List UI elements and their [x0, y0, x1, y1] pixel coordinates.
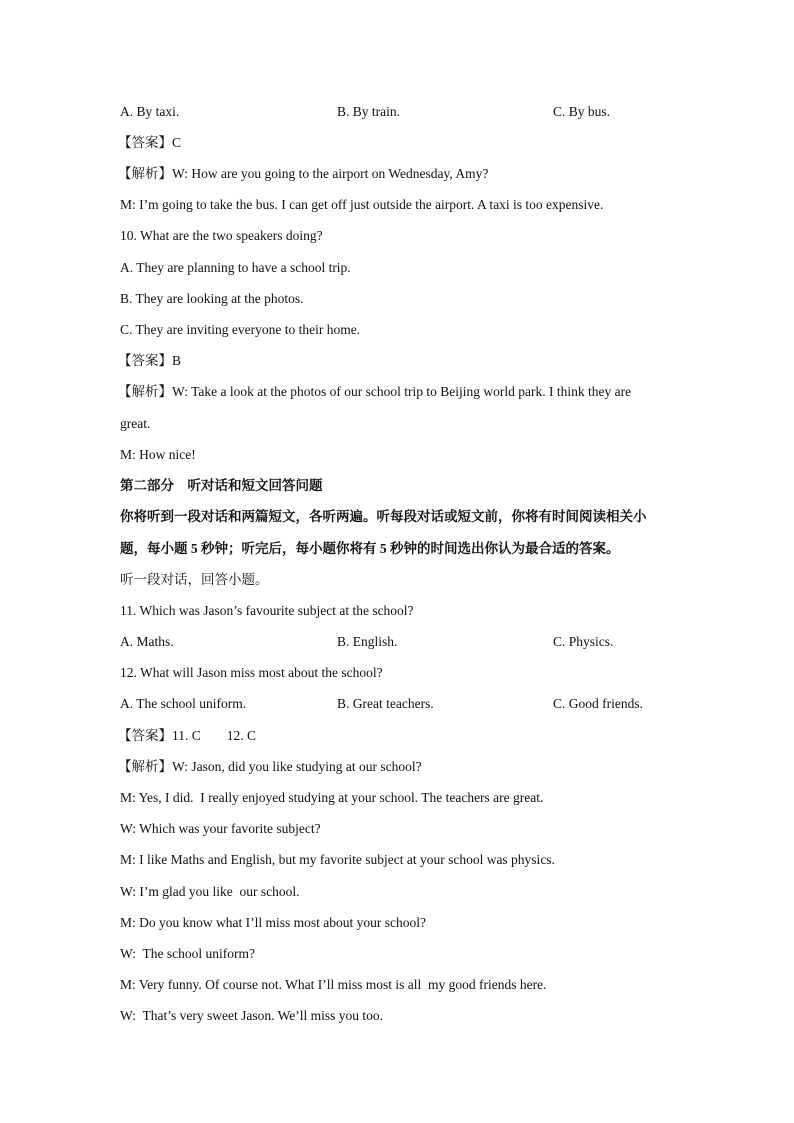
- q9-analysis-line-1: [118, 158, 488, 189]
- q12-option-c: C. Good friends.: [553, 696, 643, 711]
- analysis-text: W: Jason, did you like studying at our school?: [172, 759, 422, 774]
- q12-option-b: B. Great teachers.: [337, 696, 434, 711]
- analysis-tag: 【解析】: [118, 166, 172, 181]
- answer-value: C: [172, 135, 182, 150]
- analysis-tag: 【解析】: [118, 384, 172, 399]
- q9-option-c: C. By bus.: [553, 104, 611, 119]
- q9-option-b: B. By train.: [337, 104, 400, 119]
- q12-option-a: A. The school uniform.: [120, 696, 247, 711]
- part2-instruction-line-2: 题，每小题 5 秒钟；听完后，每小题你将有 5 秒钟的时间选出你认为最合适的答案。: [120, 541, 620, 556]
- q11-12-answer: [118, 720, 256, 751]
- q11-12-analysis-line-2: M: Yes, I did. I really enjoyed studying at your school. The teachers are great.: [120, 790, 544, 805]
- answer-value-12: 12. C: [226, 728, 257, 743]
- q11-option-c: C. Physics.: [553, 634, 614, 649]
- q11-12-analysis-line-1: [118, 751, 422, 782]
- q11-12-analysis-line-4: M: I like Maths and English, but my favorite subject at your school was physics.: [120, 852, 555, 867]
- q11-12-analysis-line-5: W: I’m glad you like our school.: [120, 884, 300, 899]
- q9-answer: [118, 127, 181, 158]
- answer-tag: 【答案】: [118, 728, 172, 743]
- analysis-text: W: How are you going to the airport on Wednesday, Amy?: [172, 166, 489, 181]
- q10-question: 10. What are the two speakers doing?: [120, 228, 323, 243]
- answer-value: B: [172, 353, 182, 368]
- q11-12-analysis-line-3: W: Which was your favorite subject?: [120, 821, 321, 836]
- q11-12-analysis-line-8: M: Very funny. Of course not. What I’ll miss most is all my good friends here.: [120, 977, 547, 992]
- q11-option-a: A. Maths.: [120, 634, 174, 649]
- part2-instruction-line-1: 你将听到一段对话和两篇短文，各听两遍。听每段对话或短文前，你将有时间阅读相关小: [120, 509, 647, 524]
- analysis-tag: 【解析】: [118, 759, 172, 774]
- answer-value-11: 11. C: [172, 728, 201, 743]
- part2-heading: 第二部分 听对话和短文回答问题: [120, 478, 323, 493]
- part2-sub-instruction: 听一段对话，回答小题。: [120, 572, 269, 587]
- q11-12-analysis-line-7: W: The school uniform?: [120, 946, 255, 961]
- q10-option-a: A. They are planning to have a school trip.: [120, 260, 351, 275]
- analysis-text: W: Take a look at the photos of our school trip to Beijing world park. I think they are: [172, 384, 632, 399]
- q11-question: 11. Which was Jason’s favourite subject at the school?: [120, 603, 414, 618]
- q12-question: 12. What will Jason miss most about the school?: [120, 665, 383, 680]
- q11-12-analysis-line-9: W: That’s very sweet Jason. We’ll miss you too.: [120, 1008, 384, 1023]
- q10-analysis-line-3: M: How nice!: [120, 447, 196, 462]
- q10-analysis-line-2: great.: [120, 416, 151, 431]
- q10-analysis-line-1: [118, 376, 631, 407]
- q10-answer: [118, 345, 181, 376]
- q9-analysis-line-2: M: I’m going to take the bus. I can get off just outside the airport. A taxi is too expensive.: [120, 197, 604, 212]
- q9-option-a: A. By taxi.: [120, 104, 180, 119]
- q10-option-c: C. They are inviting everyone to their home.: [120, 322, 361, 337]
- q11-option-b: B. English.: [337, 634, 398, 649]
- q11-12-analysis-line-6: M: Do you know what I’ll miss most about your school?: [120, 915, 426, 930]
- q10-option-b: B. They are looking at the photos.: [120, 291, 304, 306]
- answer-tag: 【答案】: [118, 353, 172, 368]
- answer-tag: 【答案】: [118, 135, 172, 150]
